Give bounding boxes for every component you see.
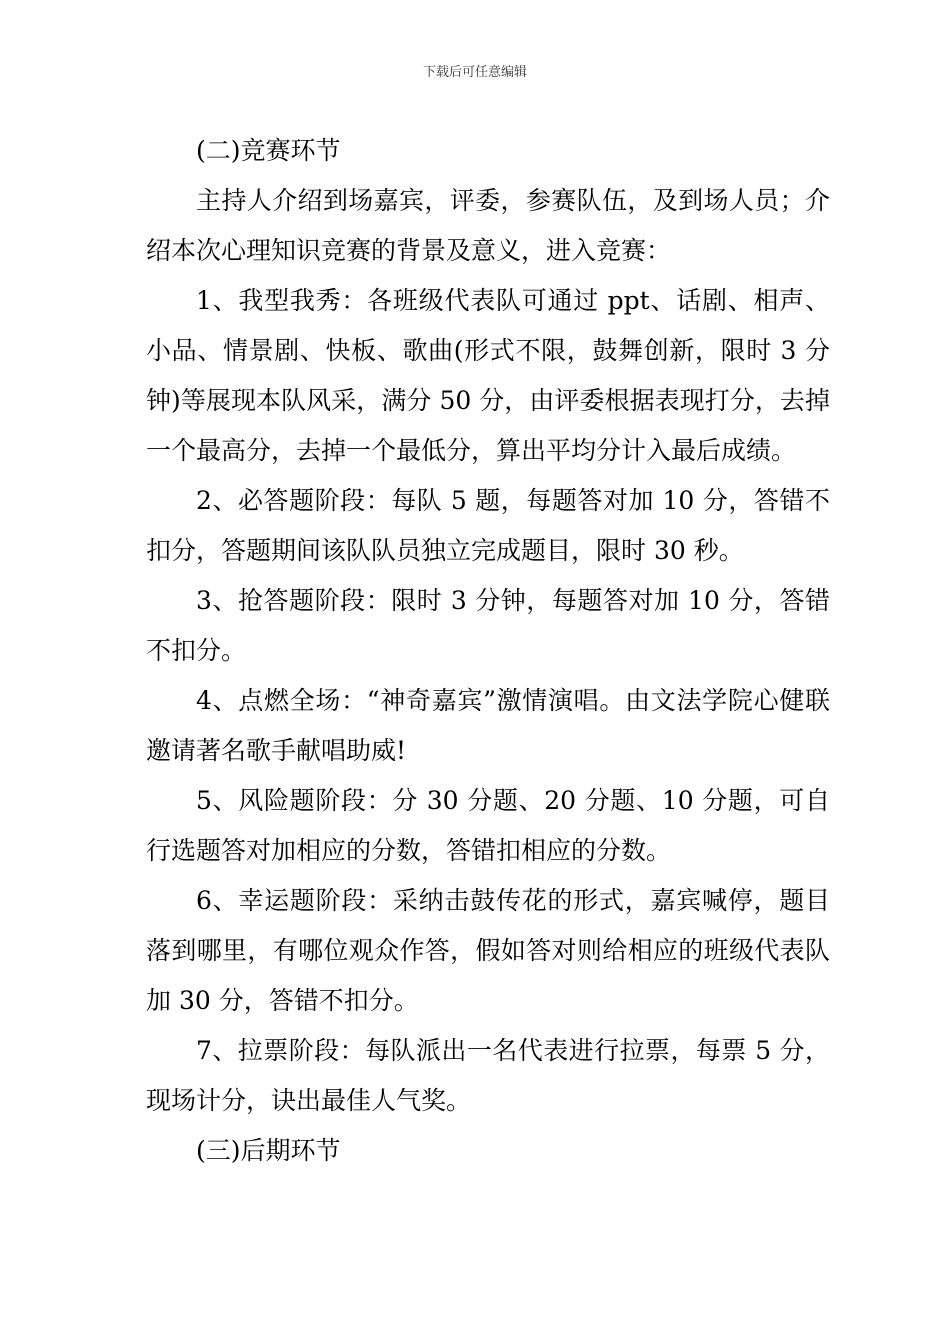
paragraph-item-4: 4、点燃全场：“神奇嘉宾”激情演唱。由文法学院心健联邀请著名歌手献唱助威! <box>146 686 830 765</box>
paragraph-item-3: 3、抢答题阶段：限时 3 分钟，每题答对加 10 分，答错不扣分。 <box>146 586 830 665</box>
document-body <box>146 126 830 1176</box>
paragraph-item-7: 7、拉票阶段：每队派出一名代表进行拉票，每票 5 分，现场计分，诀出最佳人气奖。 <box>146 1036 830 1115</box>
paragraph-item-2: 2、必答题阶段：每队 5 题，每题答对加 10 分，答错不扣分，答题期间该队队员独立完成题目，限时 30 秒。 <box>146 486 830 565</box>
section-heading-later: (三)后期环节 <box>196 1136 341 1165</box>
paragraph-item-6: 6、幸运题阶段：采纳击鼓传花的形式，嘉宾喊停，题目落到哪里，有哪位观众作答，假如答对则给相应的班级代表队加 30 分，答错不扣分。 <box>146 886 830 1015</box>
section-heading-competition: (二)竞赛环节 <box>196 136 341 165</box>
paragraph-item-5: 5、风险题阶段：分 30 分题、20 分题、10 分题，可自行选题答对加相应的分数，答错扣相应的分数。 <box>146 786 830 865</box>
page-header: 下载后可任意编辑 <box>422 65 527 80</box>
paragraph-item-1: 1、我型我秀：各班级代表队可通过 ppt、话剧、相声、小品、情景剧、快板、歌曲(形式不限，鼓舞创新，限时 3 分钟)等展现本队风采，满分 50 分，由评委根据表现打分，去掉一个最高分，去掉一个最低分，算出平均分计入最后成绩。 <box>146 286 830 465</box>
paragraph-host-intro: 主持人介绍到场嘉宾，评委，参赛队伍，及到场人员；介绍本次心理知识竞赛的背景及意义，进入竞赛： <box>146 186 830 265</box>
